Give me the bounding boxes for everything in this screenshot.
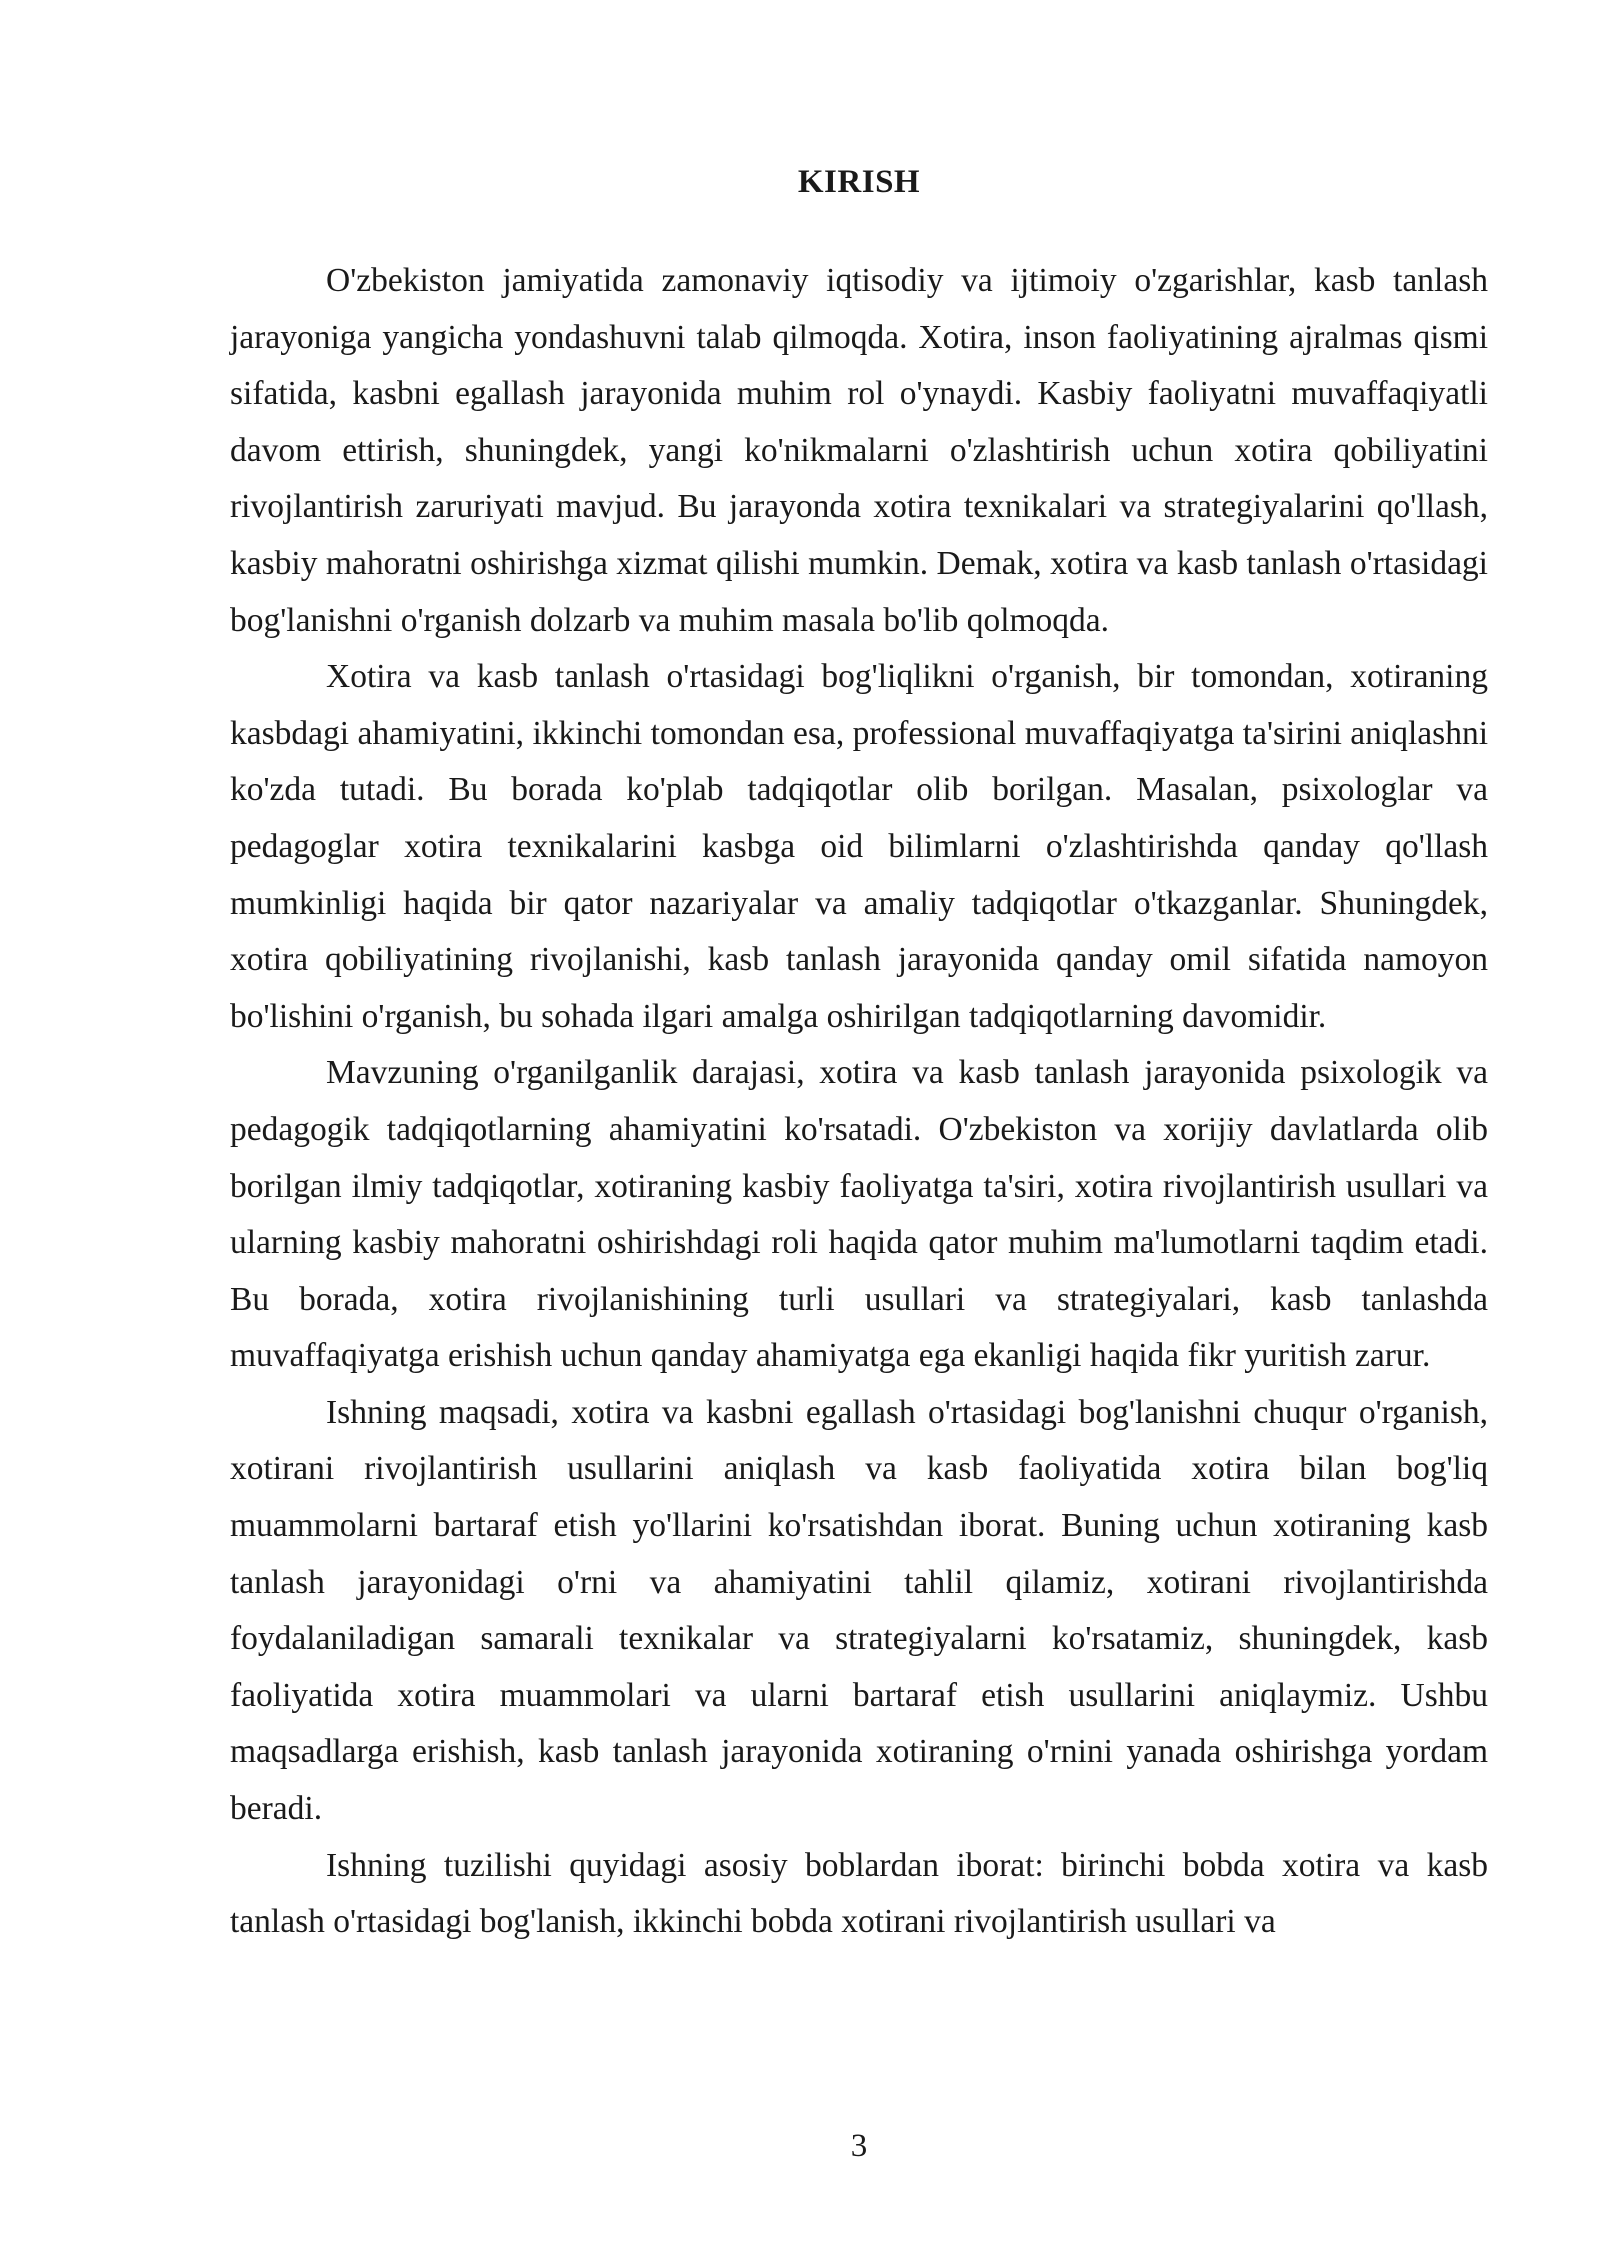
- paragraph-intro: O'zbekiston jamiyatida zamonaviy iqtisodiy va ijtimoiy o'zgarishlar, kasb tanlash jarayoniga yangicha yondashuvni talab qilmoqda. Xotira, inson faoliyatining ajralmas qismi sifatida, kasbni egallash jarayonida muhim rol o'ynaydi. Kasbiy faoliyatni muvaffaqiyatli davom ettirish, shuningdek, yangi ko'nikmalarni o'zlashtirish uchun xotira qobiliyatini rivojlantirish zaruriyati mavjud. Bu jarayonda xotira texnikalari va strategiyalarini qo'llash, kasbiy mahoratni oshirishga xizmat qilishi mumkin. Demak, xotira va kasb tanlash o'rtasidagi bog'lanishni o'rganish dolzarb va muhim masala bo'lib qolmoqda.: [230, 262, 1488, 639]
- paragraph-structure: Ishning tuzilishi quyidagi asosiy boblardan iborat: birinchi bobda xotira va kasb tanlash o'rtasidagi bog'lanish, ikkinchi bobda xotirani rivojlantirish usullari va: [230, 1846, 1488, 1941]
- page-number: 3: [850, 2128, 868, 2164]
- paragraph-study-level: Mavzuning o'rganilganlik darajasi, xotira va kasb tanlash jarayonida psixologik va pedagogik tadqiqotlarning ahamiyatini ko'rsatadi. O'zbekiston va xorijiy davlatlarda olib borilgan ilmiy tadqiqotlar, xotiraning kasbiy faoliyatga ta'siri, xotira rivojlantirish usullari va ularning kasbiy mahoratni oshirishdagi roli haqida qator muhim ma'lumotlarni taqdim etadi. Bu borada, xotira rivojlanishining turli usullari va strategiyalari, kasb tanlashda muvaffaqiyatga erishish uchun qanday ahamiyatga ega ekanligi haqida fikr yuritish zarur.: [230, 1054, 1488, 1375]
- section-heading: KIRISH: [797, 164, 921, 200]
- paragraph-goal: Ishning maqsadi, xotira va kasbni egallash o'rtasidagi bog'lanishni chuqur o'rganish, xotirani rivojlantirish usullarini aniqlash va kasb faoliyatida xotira bilan bog'liq muammolarni bartaraf etish yo'llarini ko'rsatishdan iborat. Buning uchun xotiraning kasb tanlash jarayonidagi o'rni va ahamiyatini tahlil qilamiz, xotirani rivojlantirishda foydalaniladigan samarali texnikalar va strategiyalarni ko'rsatamiz, shuningdek, kasb faoliyatida xotira muammolari va ularni bartaraf etish usullarini aniqlaymiz. Ushbu maqsadlarga erishish, kasb tanlash jarayonida xotiraning o'rnini yanada oshirishga yordam beradi.: [230, 1393, 1488, 1828]
- body-text: [230, 253, 1488, 1951]
- paragraph-relationship: Xotira va kasb tanlash o'rtasidagi bog'liqlikni o'rganish, bir tomondan, xotiraning kasbdagi ahamiyatini, ikkinchi tomondan esa, professional muvaffaqiyatga ta'sirini aniqlashni ko'zda tutadi. Bu borada ko'plab tadqiqotlar olib borilgan. Masalan, psixologlar va pedagoglar xotira texnikalarini kasbga oid bilimlarni o'zlashtirishda qanday qo'llash mumkinligi haqida bir qator nazariyalar va amaliy tadqiqotlar o'tkazganlar. Shuningdek, xotira qobiliyatining rivojlanishi, kasb tanlash jarayonida qanday omil sifatida namoyon bo'lishini o'rganish, bu sohada ilgari amalga oshirilgan tadqiqotlarning davomidir.: [230, 658, 1488, 1035]
